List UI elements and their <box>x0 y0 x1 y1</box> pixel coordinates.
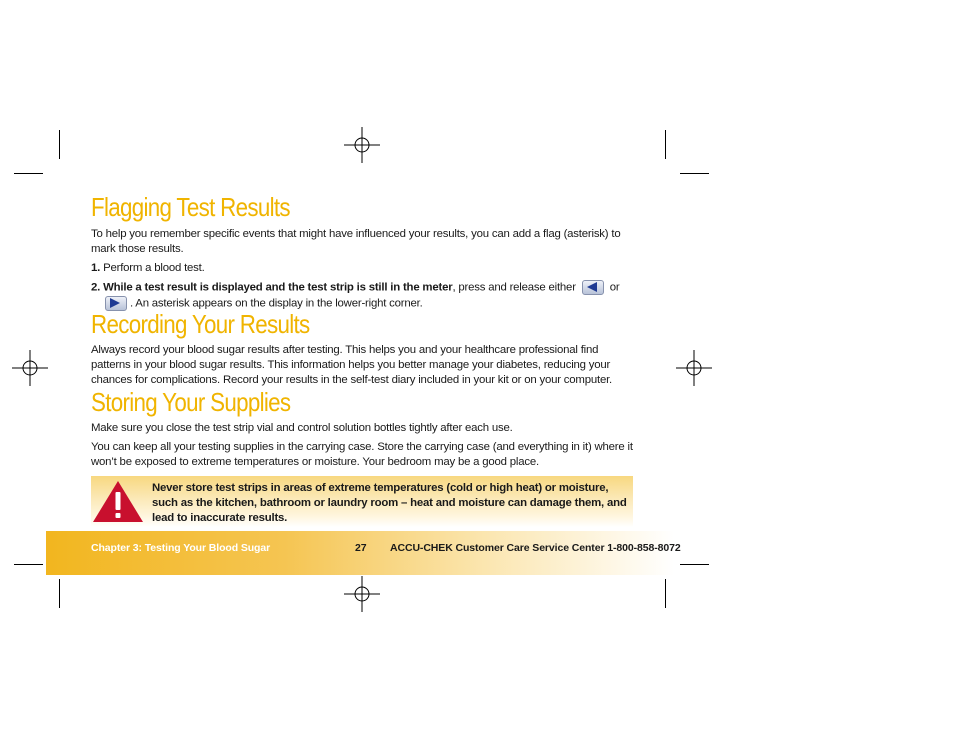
registration-mark-icon <box>676 350 712 386</box>
crop-mark <box>665 130 666 159</box>
crop-mark <box>59 579 60 608</box>
step-number: 2. <box>91 281 101 294</box>
crop-mark <box>680 564 709 565</box>
section-storing <box>91 387 633 470</box>
crop-mark <box>665 579 666 608</box>
step-1 <box>91 261 633 276</box>
step-text: Perform a blood test. <box>103 262 205 274</box>
warning-box <box>91 476 633 527</box>
step-text: . An asterisk appears on the display in the lower-right corner. <box>130 297 423 310</box>
registration-mark-icon <box>344 576 380 612</box>
section-title: Storing Your Supplies <box>91 387 291 417</box>
section-title: Flagging Test Results <box>91 192 290 222</box>
section-flagging <box>91 192 633 311</box>
crop-mark <box>680 173 709 174</box>
section-body: Always record your blood sugar results after testing. This helps you and your healthcare professional find patterns in your blood sugar results. This information helps you better manage your diabetes, reducing your chances for complications. Record your results in the self-test diary included in your kit or on your computer. <box>91 344 613 386</box>
step-2 <box>91 280 633 296</box>
step-text: , press and release either <box>452 281 576 294</box>
warning-text: Never store test strips in areas of extreme temperatures (cold or high heat) or moisture, such as the kitchen, bathroom or laundry room – heat and moisture can damage them, and lead to inaccurate results. <box>152 482 627 524</box>
crop-mark <box>59 130 60 159</box>
section-title: Recording Your Results <box>91 309 310 339</box>
warning-triangle-icon <box>91 478 145 524</box>
left-arrow-button-icon <box>582 280 604 295</box>
section-intro: To help you remember specific events that might have influenced your results, you can add a flag (asterisk) to mark those results. <box>91 228 621 255</box>
registration-mark-icon <box>12 350 48 386</box>
page-footer <box>46 531 681 575</box>
registration-mark-icon <box>344 127 380 163</box>
footer-chapter: Chapter 3: Testing Your Blood Sugar <box>91 542 271 554</box>
step-number: 1. <box>91 262 101 274</box>
crop-mark <box>14 564 43 565</box>
footer-service-center: ACCU-CHEK Customer Care Service Center 1-800-858-8072 <box>390 542 681 554</box>
section-para: You can keep all your testing supplies in the carrying case. Store the carrying case (and everything in it) where it won’t be exposed to extreme temperatures or moisture. Your bedroom may be a good place. <box>91 441 633 468</box>
section-para: Make sure you close the test strip vial and control solution bottles tightly after each use. <box>91 422 513 434</box>
crop-mark <box>14 173 43 174</box>
step-text-or: or <box>609 281 620 294</box>
section-recording <box>91 309 633 388</box>
page-number: 27 <box>355 542 367 554</box>
step-bold-text: While a test result is displayed and the test strip is still in the meter <box>103 281 453 294</box>
